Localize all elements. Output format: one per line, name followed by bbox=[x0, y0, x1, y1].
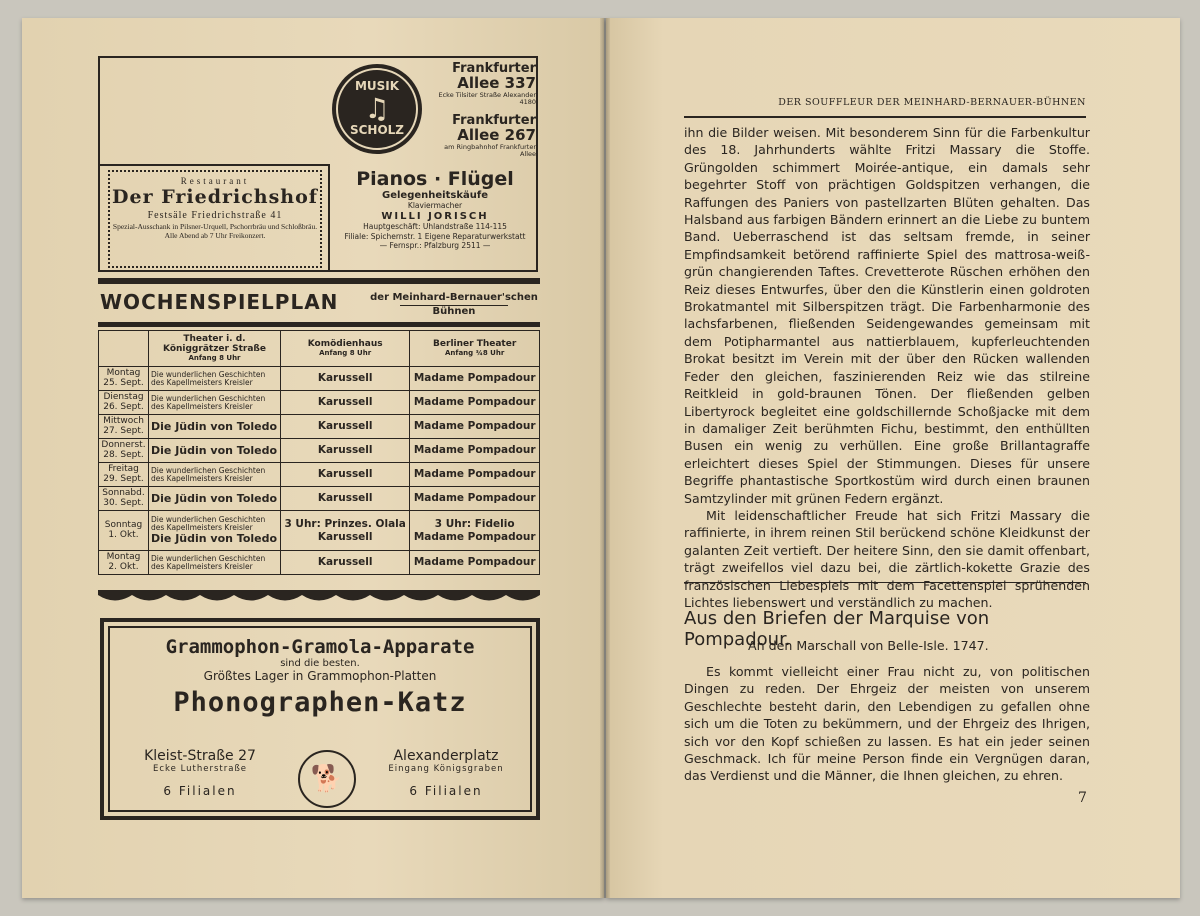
schedule-header-day bbox=[99, 331, 149, 367]
schedule-row bbox=[99, 391, 540, 415]
schedule-day-cell: Montag 25. Sept. bbox=[99, 367, 149, 391]
paragraph-2: Mit leidenschaftlicher Freude hat sich Fritzi Massary die raffinierte, in ihrem reinen Stil berückend schöne Kleidkunst der galanten Zeit vertieft. Der heitere Sinn, den sie damit offenbart, trägt zweifellos viel dazu bei, die zärtlich-kokette Grazie des französischen Liebespiels mit dem Facettenspiel sprühenden Lichtes liebenswert und verständlich zu machen. bbox=[684, 507, 1090, 610]
schedule-berliner-theater-cell: Madame Pompadour bbox=[410, 415, 540, 439]
schedule-berliner-theater-cell: Madame Pompadour bbox=[410, 463, 540, 487]
letter-text: Es kommt vielleicht einer Frau nicht zu, von politischen Dingen zu reden. Der Ehrgeiz der meisten von unserem Geschlechte besteht darin, den Lebendigen zu gefallen ohne sich um die Toten zu bekümmern, und der Ehrgeiz des Ihrigen, sich vor den Kopf schießen zu lassen. Es hat ein jeder seinen Geschmack. Ich für meine Person finde ein Vergnügen daran, das Verdienst und die Männer, die Ihnen gleichen, zu ehren. bbox=[684, 664, 1090, 784]
schedule-day-cell: Sonnabd. 30. Sept. bbox=[99, 487, 149, 511]
schedule-berliner-theater-cell: Madame Pompadour bbox=[410, 439, 540, 463]
schedule-theater-cell: Die wunderlichen Geschichten des Kapellmeisters Kreisler bbox=[149, 367, 281, 391]
schedule-day-cell: Donnerst. 28. Sept. bbox=[99, 439, 149, 463]
schedule-komoedienhaus-cell: Karussell bbox=[281, 391, 410, 415]
header-rule bbox=[684, 116, 1086, 118]
schedule-header-theater: Theater i. d. Königgrätzer Straße Anfang 8 Uhr bbox=[149, 331, 281, 367]
musik-scholz-logo bbox=[332, 64, 422, 154]
phonographen-katz-title: Phonographen-Katz bbox=[173, 687, 467, 718]
wochenspielplan-title: WOCHENSPIELPLAN bbox=[100, 290, 339, 314]
schedule-header-berliner-theater: Berliner Theater Anfang ¾8 Uhr bbox=[410, 331, 540, 367]
schedule-berliner-theater-cell: Madame Pompadour bbox=[410, 551, 540, 575]
section-divider bbox=[684, 582, 1086, 583]
schedule-day-cell: Freitag 29. Sept. bbox=[99, 463, 149, 487]
schedule-theater-cell: Die wunderlichen Geschichten des Kapellmeisters Kreisler Die Jüdin von Toledo bbox=[149, 511, 281, 551]
schedule-komoedienhaus-cell: Karussell bbox=[281, 415, 410, 439]
section-subtitle: An den Marschall von Belle-Isle. 1747. bbox=[748, 638, 989, 653]
schedule-row bbox=[99, 511, 540, 551]
musik-address-1: Frankfurter Allee 337 Ecke Tilsiter Straße Alexander 4180 bbox=[438, 61, 536, 106]
his-masters-voice-emblem-icon: 🐕 bbox=[298, 750, 356, 808]
schedule-komoedienhaus-cell: Karussell bbox=[281, 487, 410, 511]
rule-under-title bbox=[98, 322, 540, 327]
page-number: 7 bbox=[1078, 790, 1087, 806]
logo-text-bottom: SCHOLZ bbox=[349, 123, 405, 138]
scallop-border bbox=[98, 590, 540, 604]
grammophon-advertisement: Grammophon-Gramola-Apparate sind die besten. Größtes Lager in Grammophon-Platten Phonographen-Katz Kleist-Straße 27 Ecke Lutherstraße 6 Filialen 🐕 Alexanderplatz Eingang Königsgraben 6 Filialen bbox=[100, 618, 540, 820]
schedule-header-row bbox=[99, 331, 540, 367]
musik-address-2: Frankfurter Allee 267 am Ringbahnhof Frankfurter Allee bbox=[444, 113, 536, 158]
schedule-theater-cell: Die Jüdin von Toledo bbox=[149, 415, 281, 439]
schedule-komoedienhaus-cell: 3 Uhr: Prinzes. Olala Karussell bbox=[281, 511, 410, 551]
schedule-row bbox=[99, 439, 540, 463]
schedule-day-cell: Sonntag 1. Okt. bbox=[99, 511, 149, 551]
schedule-header-komoedienhaus: Komödienhaus Anfang 8 Uhr bbox=[281, 331, 410, 367]
weekly-schedule-table bbox=[98, 330, 540, 575]
schedule-day-cell: Mittwoch 27. Sept. bbox=[99, 415, 149, 439]
schedule-berliner-theater-cell: Madame Pompadour bbox=[410, 391, 540, 415]
schedule-row bbox=[99, 487, 540, 511]
schedule-berliner-theater-cell: Madame Pompadour bbox=[410, 367, 540, 391]
schedule-day-cell: Montag 2. Okt. bbox=[99, 551, 149, 575]
schedule-komoedienhaus-cell: Karussell bbox=[281, 367, 410, 391]
section-title: Aus den Briefen der Marquise von Pompadour. bbox=[684, 608, 990, 650]
address-kleist: Kleist-Straße 27 Ecke Lutherstraße 6 Filialen bbox=[144, 748, 256, 798]
schedule-row bbox=[99, 551, 540, 575]
schedule-berliner-theater-cell: Madame Pompadour bbox=[410, 487, 540, 511]
schedule-theater-cell: Die Jüdin von Toledo bbox=[149, 487, 281, 511]
article-body bbox=[684, 124, 1090, 611]
schedule-row bbox=[99, 367, 540, 391]
schedule-theater-cell: Die wunderlichen Geschichten des Kapellmeisters Kreisler bbox=[149, 551, 281, 575]
schedule-theater-cell: Die wunderlichen Geschichten des Kapellmeisters Kreisler bbox=[149, 391, 281, 415]
paragraph-1: ihn die Bilder weisen. Mit besonderem Sinn für die Farbenkultur des 18. Jahrhunderts wählte Fritzi Massary die Stoffe. Grüngolden schimmert Moirée-antique, ein damals sehr begehrter Stoff von prächtigen Goldspitzen verhangen, die Raffungen des Paniers von pastellzarten Blüten gehalten. Das Halsband aus farbigen Bändern erinnert an die Liebe zu buntem Band. Ueberraschend ist das seltsam fremde, in seiner Empfindsamkeit betörend raffinierte Spiel des mattrosa-weiß-grün changierenden Taftes. Crevetterote Rüschen erhöhen den Reiz dieses Entwurfes, über den die Künstlerin einen goldroten Brokatmantel mit Silberspitzen trägt. Die Farbenharmonie des lachsfarbenen, fließenden Seidengewandes gemeinsam mit dem Potipharmantel aus nattierblauem, kupferleuchtenden Brokat besitzt im Verein mit der über den Rücken wallenden Feder den gleichen, faszinierenden Reiz wie das stilreine Reitkleid in gold-braunen Tönen. Der fließenden gelben Libertyrock begleitet eine goldschillernde Schoßjacke mit dem in damaliger Zeit berühmten Fichu, bestimmt, den enthüllten Busen ein wenig zu verhüllen. Eine große Brillantagraffe erleichtert dieses Spiel der Stimmungen. Dieses für unsere Begriffe phantastische Sportkostüm wird durch einen braunen Samtzylinder mit grünen Federn ergänzt. bbox=[684, 125, 1090, 506]
schedule-komoedienhaus-cell: Karussell bbox=[281, 439, 410, 463]
running-header: DER SOUFFLEUR DER MEINHARD-BERNAUER-BÜHNEN bbox=[778, 97, 1086, 108]
schedule-day-cell: Dienstag 26. Sept. bbox=[99, 391, 149, 415]
schedule-theater-cell: Die wunderlichen Geschichten des Kapellmeisters Kreisler bbox=[149, 463, 281, 487]
restaurant-friedrichshof-ad: Restaurant Der Friedrichshof Festsäle Friedrichstraße 41 Spezial-Ausschank in Pilsner-Urquell, Pschorrbräu und Schloßbräu. Alle Abend ab 7 Uhr Freikonzert. bbox=[108, 170, 322, 268]
schedule-komoedienhaus-cell: Karussell bbox=[281, 551, 410, 575]
schedule-berliner-theater-cell: 3 Uhr: Fidelio Madame Pompadour bbox=[410, 511, 540, 551]
top-advertisement-block bbox=[98, 56, 538, 272]
musician-figure-icon: ♫ bbox=[364, 91, 390, 125]
schedule-row bbox=[99, 463, 540, 487]
book-gutter bbox=[600, 18, 610, 898]
schedule-komoedienhaus-cell: Karussell bbox=[281, 463, 410, 487]
rule-top bbox=[98, 278, 540, 284]
grammophon-title: Grammophon-Gramola-Apparate bbox=[165, 636, 475, 658]
address-alexanderplatz: Alexanderplatz Eingang Königsgraben 6 Filialen bbox=[388, 748, 504, 798]
schedule-theater-cell: Die Jüdin von Toledo bbox=[149, 439, 281, 463]
pianos-fluegel-ad: Pianos · Flügel Gelegenheitskäufe Klaviermacher WILLI JORISCH Hauptgeschäft: Uhlandstraße 114-115 Filiale: Spichernstr. 1 Eigene Reparaturwerkstatt — Fernspr.: Pfalzburg 2511 — bbox=[344, 168, 526, 251]
logo-text-top: MUSIK bbox=[354, 79, 400, 94]
schedule-row bbox=[99, 415, 540, 439]
wochenspielplan-subtitle: der Meinhard-Bernauer'schen Bühnen bbox=[370, 292, 538, 317]
